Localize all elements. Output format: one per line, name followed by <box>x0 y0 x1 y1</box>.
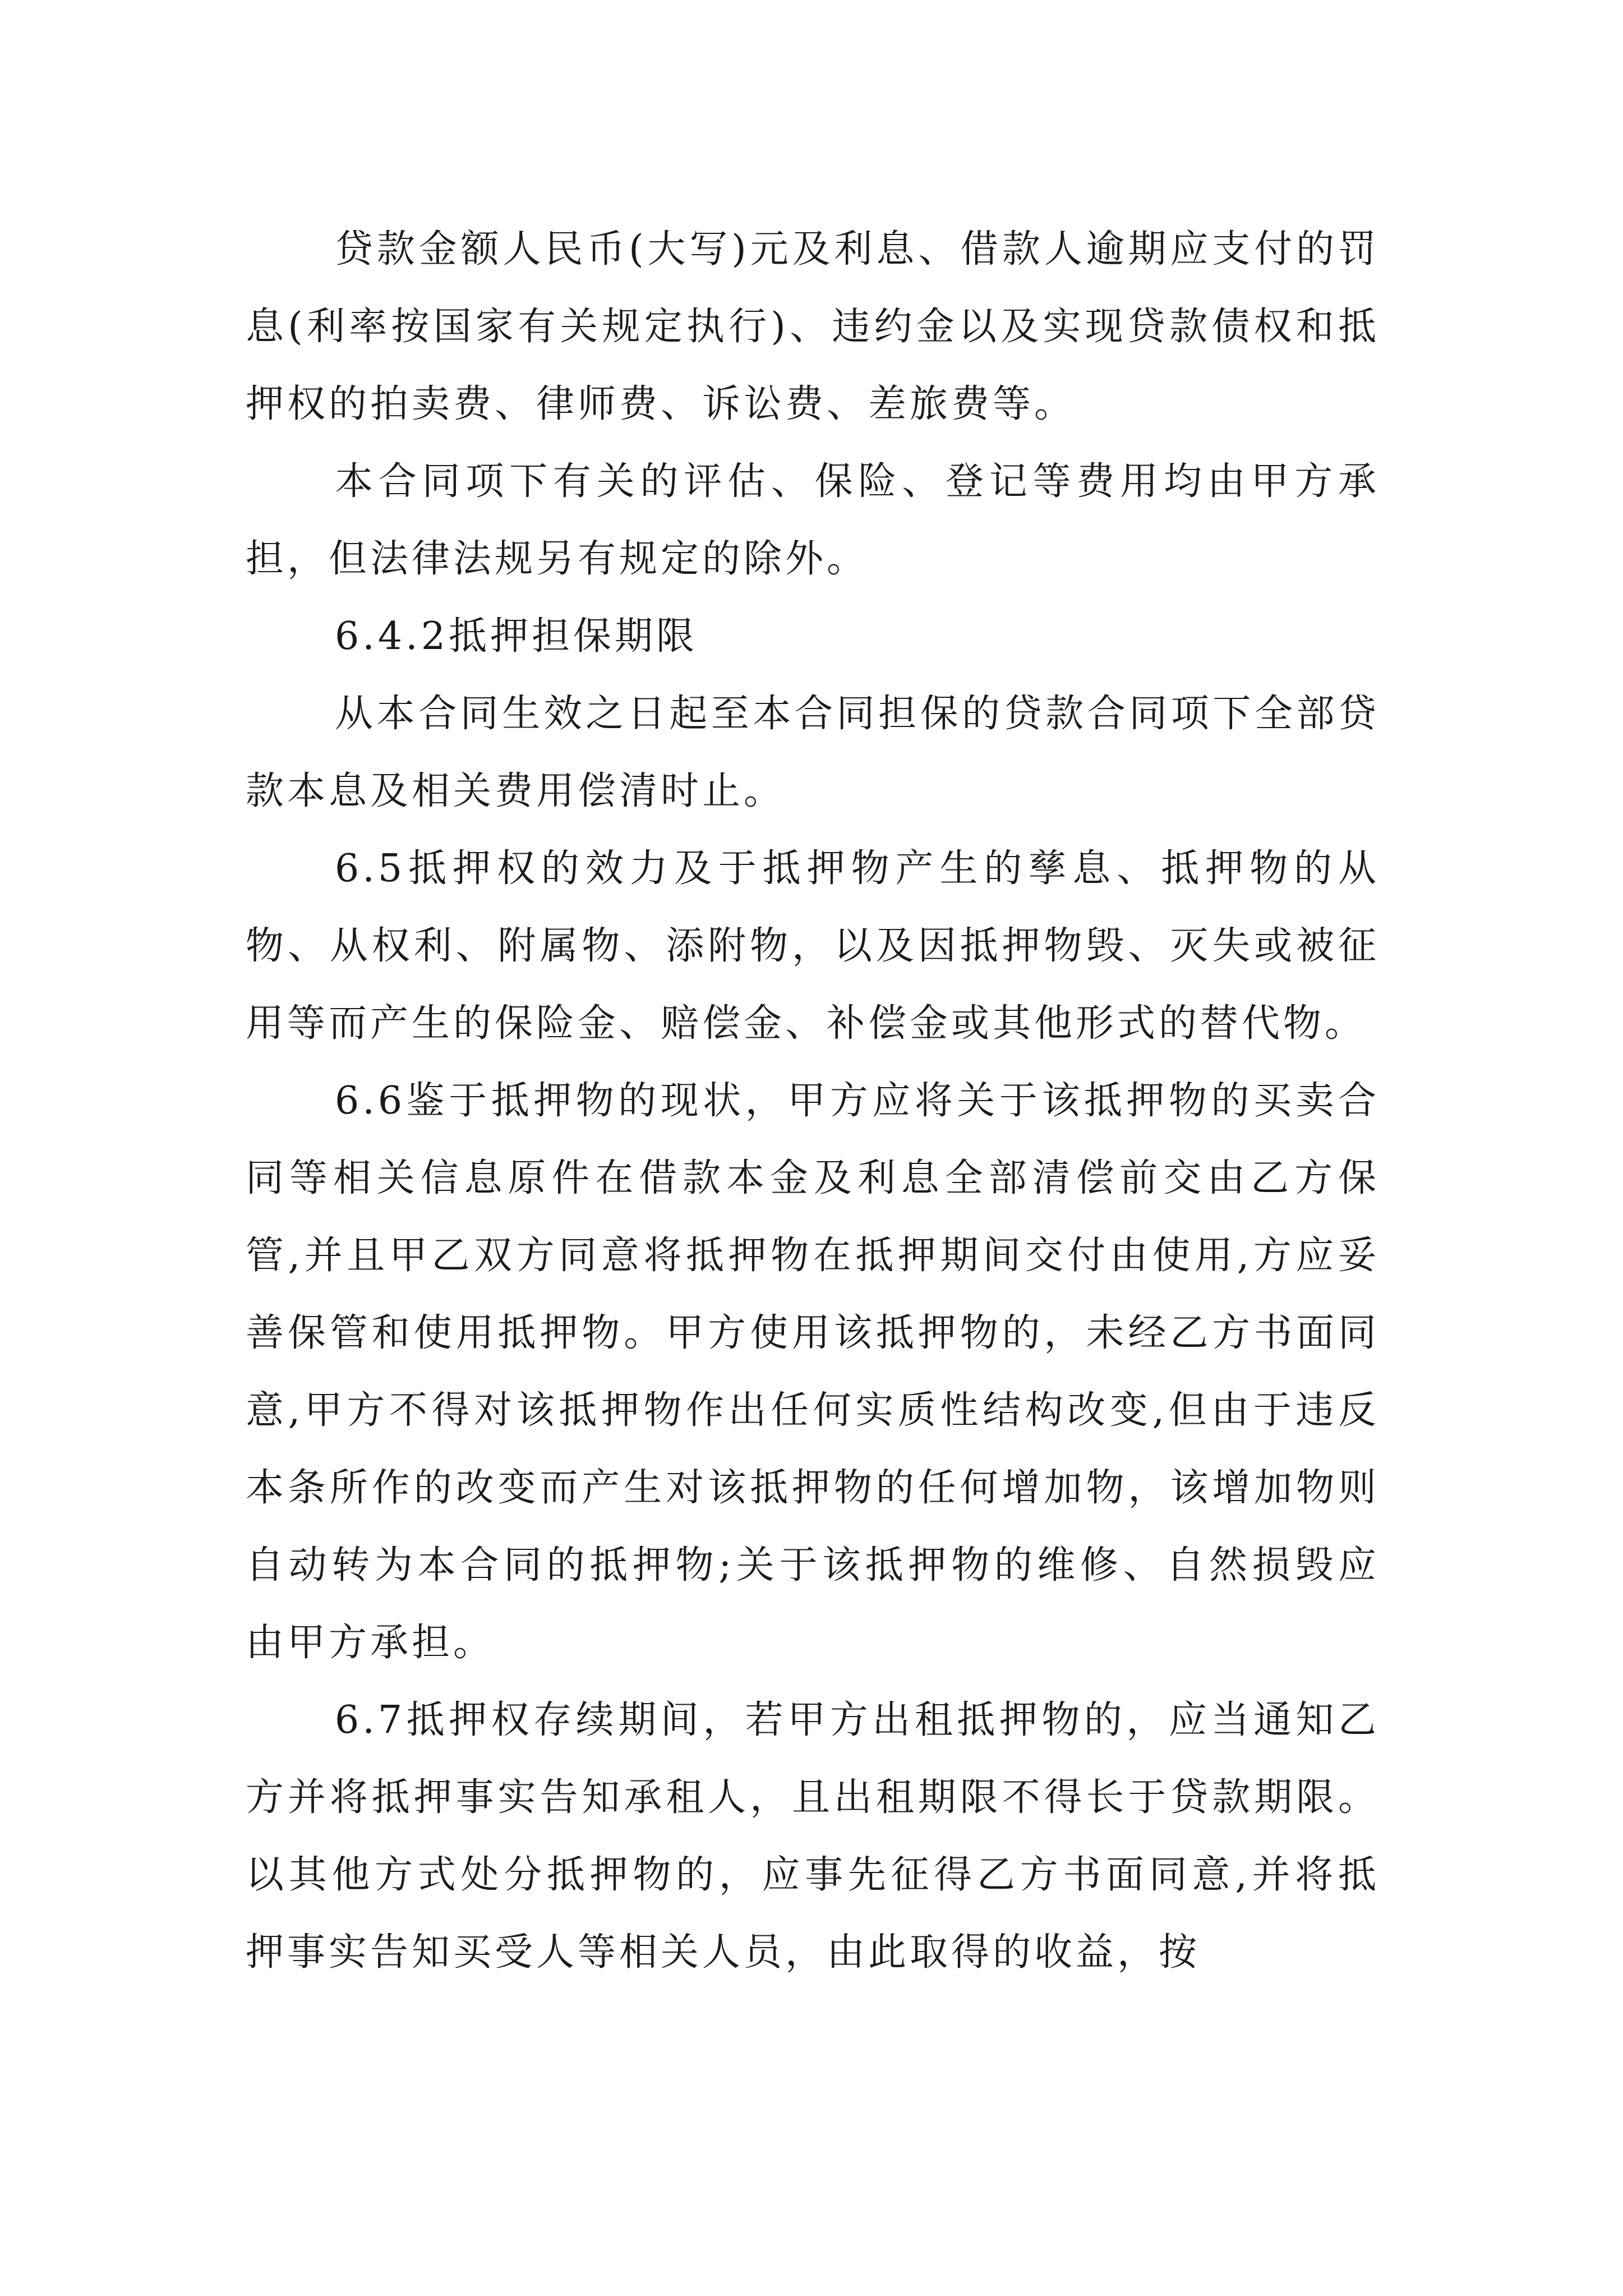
paragraph-loan-amount: 贷款金额人民币(大写)元及利息、借款人逾期应支付的罚息(利率按国家有关规定执行)、违约金以及实现贷款债权和抵押权的拍卖费、律师费、诉讼费、差旅费等。 <box>246 227 1380 426</box>
paragraph-fees: 本合同项下有关的评估、保险、登记等费用均由甲方承担，但法律法规另有规定的除外。 <box>246 459 1380 581</box>
paragraph-guarantee-term: 从本合同生效之日起至本合同担保的贷款合同项下全部贷款本息及相关费用偿清时止。 <box>246 692 1380 813</box>
document-body <box>246 211 1380 1991</box>
paragraph-6-7: 6.7抵押权存续期间，若甲方出租抵押物的，应当通知乙方并将抵押事实告知承租人，且出租期限不得长于贷款期限。以其他方式处分抵押物的，应事先征得乙方书面同意,并将抵押事实告知买受人等相关人员，由此取得的收益，按 <box>246 1698 1380 1975</box>
paragraph-6-6: 6.6鉴于抵押物的现状，甲方应将关于该抵押物的买卖合同等相关信息原件在借款本金及利息全部清偿前交由乙方保管,并且甲乙双方同意将抵押物在抵押期间交付由使用,方应妥善保管和使用抵押物。甲方使用该抵押物的，未经乙方书面同意,甲方不得对该抵押物作出任何实质性结构改变,但由于违反本条所作的改变而产生对该抵押物的任何增加物，该增加物则自动转为本合同的抵押物;关于该抵押物的维修、自然损毁应由甲方承担。 <box>246 1079 1380 1665</box>
paragraph-6-5: 6.5抵押权的效力及于抵押物产生的孳息、抵押物的从物、从权利、附属物、添附物，以及因抵押物毁、灭失或被征用等而产生的保险金、赔偿金、补偿金或其他形式的替代物。 <box>246 846 1380 1046</box>
section-heading-6-4-2: 6.4.2抵押担保期限 <box>335 614 698 659</box>
